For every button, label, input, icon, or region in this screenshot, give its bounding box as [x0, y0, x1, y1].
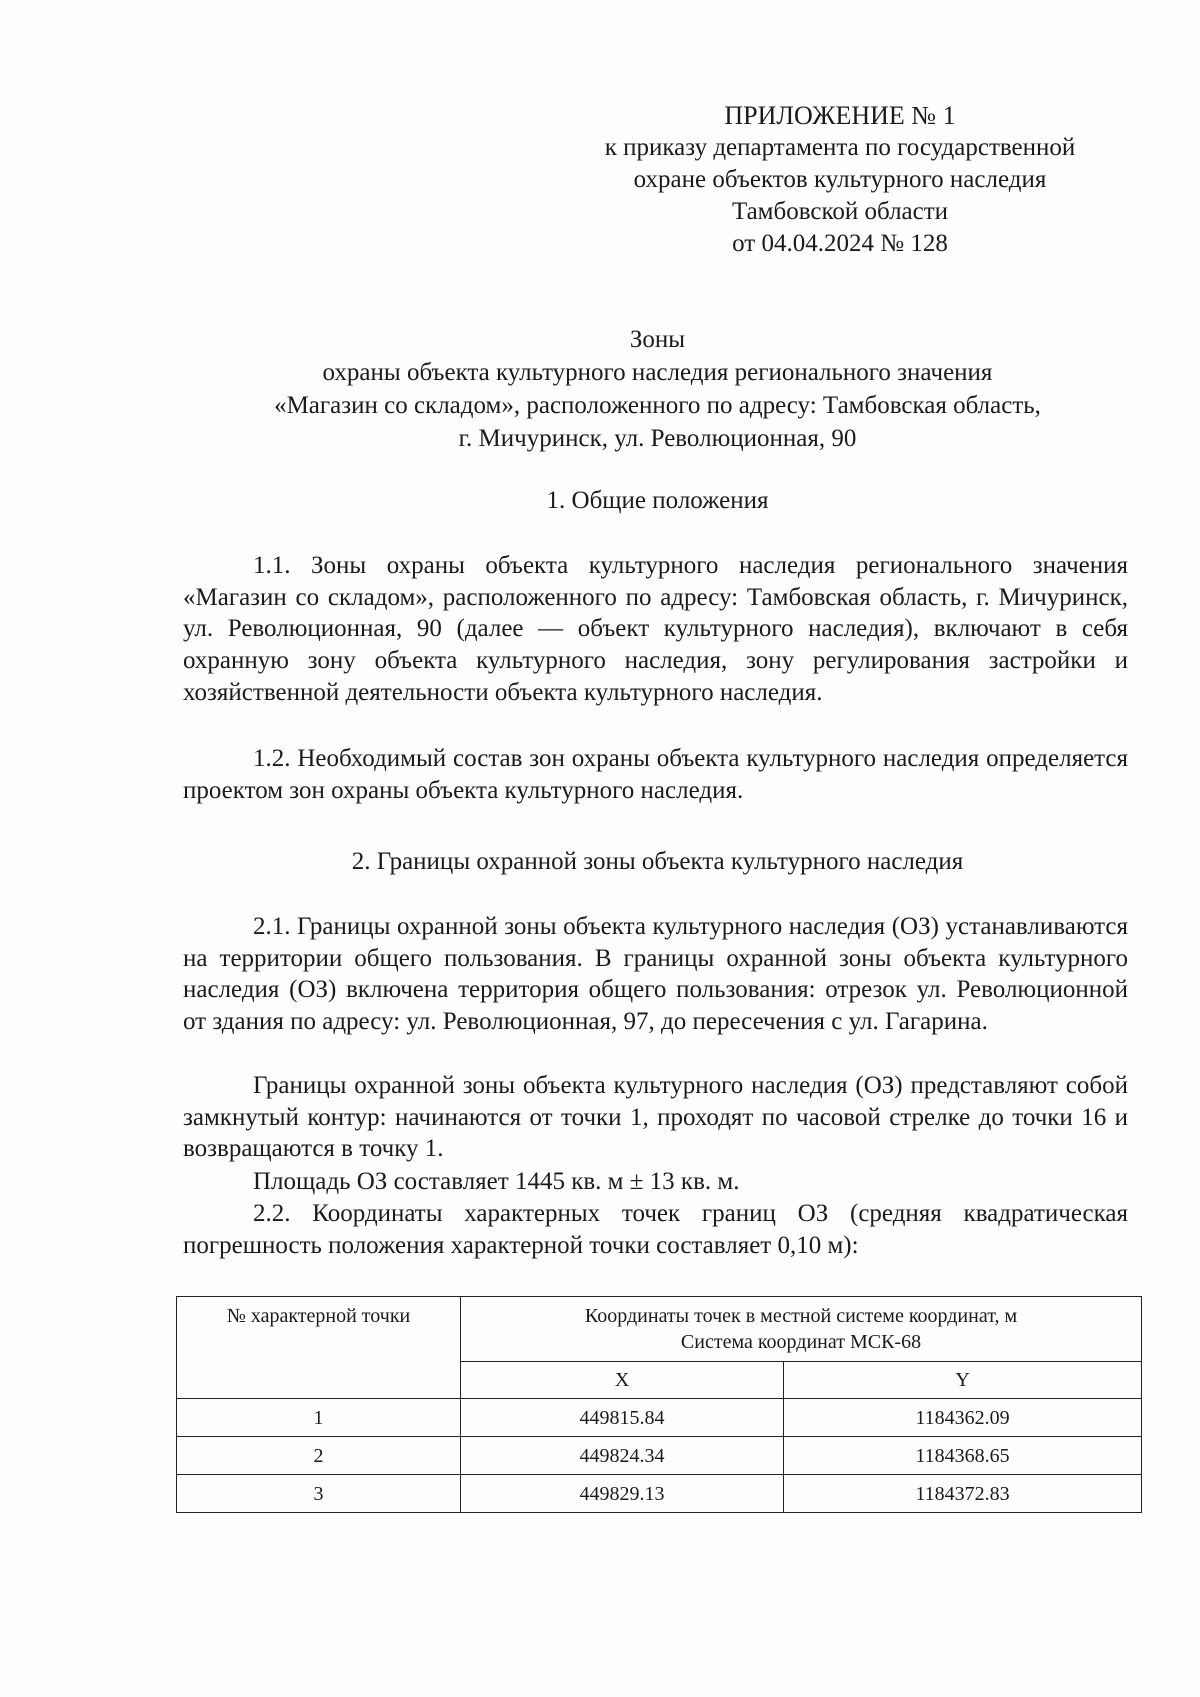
table-header-coordinates-line: Координаты точек в местной системе координат, м [584, 1305, 1018, 1327]
document-title [170, 323, 1145, 455]
table-header-x: X [461, 1362, 784, 1399]
appendix-title: ПРИЛОЖЕНИЕ № 1 [724, 101, 956, 130]
appendix-line: Тамбовской области [731, 198, 949, 225]
paragraph-2-2: 2.2. Координаты характерных точек границ ОЗ (средняя квадратическая погрешность положения характерной точки составляет 0,10 м): [183, 1200, 1128, 1259]
title-line: Зоны [629, 326, 686, 353]
paragraph-2-1: 2.1. Границы охранной зоны объекта культурного наследия (ОЗ) устанавливаются на территории общего пользования. В границы охранной зоны объекта культурного наследия (ОЗ) включена территория общего пользования: отрезок ул. Революционной от здания по адресу: ул. Революционная, 97, до пересечения с ул. Гагарина. [183, 913, 1128, 1036]
table-row [177, 1399, 1142, 1437]
table-cell-x: 449815.84 [461, 1399, 784, 1437]
table-header-point-number: № характерной точки [177, 1297, 461, 1399]
title-line: охраны объекта культурного наследия регионального значения [322, 359, 993, 386]
section-2-heading: 2. Границы охранной зоны объекта культурного наследия [351, 848, 964, 875]
table-cell-point: 2 [177, 1437, 461, 1475]
table-header-system-line: Система координат МСК-68 [680, 1331, 922, 1353]
appendix-date: от 04.04.2024 № 128 [732, 230, 948, 257]
table-cell-x: 449829.13 [461, 1475, 784, 1513]
table-header-y: Y [784, 1362, 1142, 1399]
paragraph-2-1-boundary: Границы охранной зоны объекта культурного наследия (ОЗ) представляют собой замкнутый контур: начинаются от точки 1, проходят по часовой стрелке до точки 16 и возвращаются в точку 1. [183, 1072, 1128, 1163]
paragraph-1-2: 1.2. Необходимый состав зон охраны объекта культурного наследия определяется проектом зон охраны объекта культурного наследия. [183, 745, 1128, 804]
table-cell-y: 1184362.09 [784, 1399, 1142, 1437]
coordinates-table [176, 1296, 1142, 1513]
paragraph-area: Площадь ОЗ составляет 1445 кв. м ± 13 кв. м. [253, 1168, 740, 1195]
section-1-heading: 1. Общие положения [546, 487, 769, 514]
title-line: «Магазин со складом», расположенного по адресу: Тамбовская область, [274, 392, 1041, 419]
appendix-line: охране объектов культурного наследия [633, 166, 1047, 193]
table-cell-x: 449824.34 [461, 1437, 784, 1475]
table-cell-y: 1184372.83 [784, 1475, 1142, 1513]
table-row [177, 1475, 1142, 1513]
table-cell-point: 3 [177, 1475, 461, 1513]
appendix-line: к приказу департамента по государственной [604, 134, 1076, 161]
appendix-header [560, 100, 1120, 260]
table-row [177, 1437, 1142, 1475]
table-cell-y: 1184368.65 [784, 1437, 1142, 1475]
paragraph-1-1: 1.1. Зоны охраны объекта культурного наследия регионального значения «Магазин со складом», расположенного по адресу: Тамбовская область, г. Мичуринск, ул. Революционная, 90 (далее — объект культурного наследия), включают в себя охранную зону объекта культурного наследия, зону регулирования застройки и хозяйственной деятельности объекта культурного наследия. [183, 552, 1128, 706]
table-cell-point: 1 [177, 1399, 461, 1437]
title-line: г. Мичуринск, ул. Революционная, 90 [458, 425, 857, 452]
table-header-coordinates [461, 1297, 1142, 1362]
